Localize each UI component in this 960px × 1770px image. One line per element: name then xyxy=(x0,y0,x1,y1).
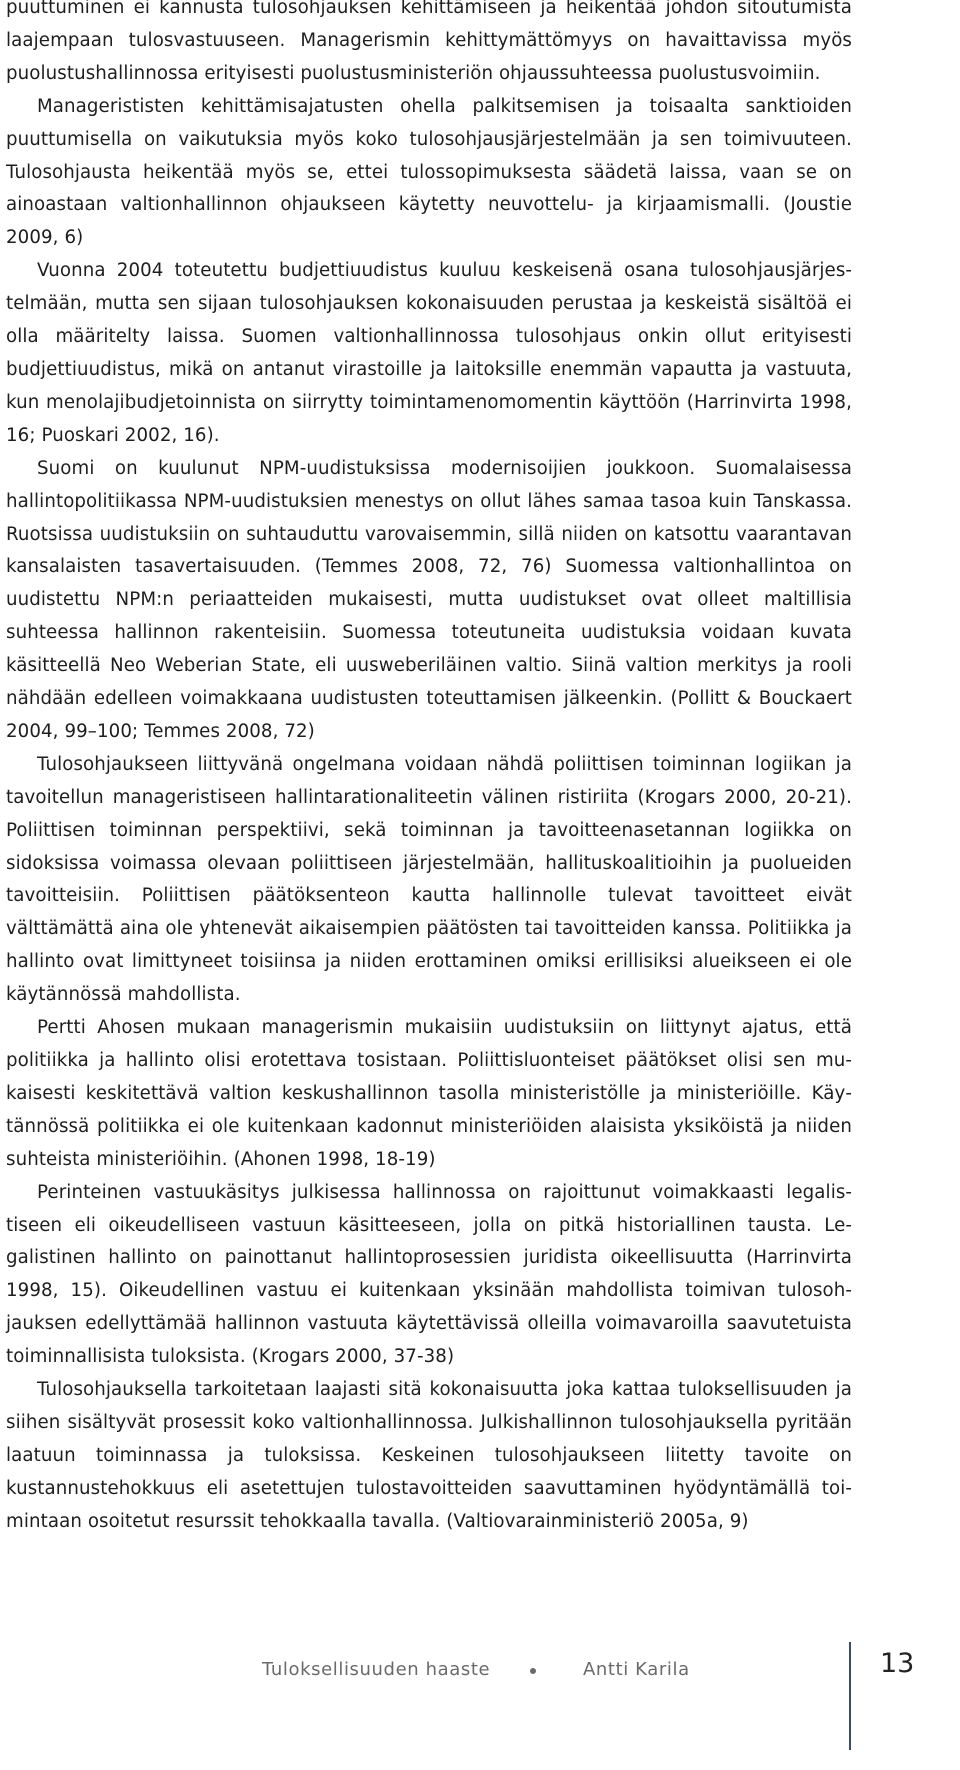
paragraph: puuttuminen ei kannusta tulosohjauksen kehittämiseen ja heikentää johdon sitoutumista laajempaan tulosvastuuseen. Managerismin kehittymättömyys on havaittavissa myös puolustushallinnossa erityisesti puolustusministeriön ohjaussuhteessa puolustusvoimiin. xyxy=(6,0,852,84)
footer-vertical-rule xyxy=(849,1642,851,1750)
page-footer xyxy=(0,1640,960,1750)
footer-title: Tuloksellisuuden haaste xyxy=(262,1659,491,1680)
page-number: 13 xyxy=(880,1648,915,1679)
paragraph: Tulosohjaukseen liittyvänä ongelmana voidaan nähdä poliittisen toiminnan logiikan ja tavoitellun manageristiseen hallintarationaliteetin välinen ristiriita (Krogars 2000, 20-21). Poliittisen toiminnan perspektiivi, sekä toiminnan ja tavoitteenasetannan logiikka on sidoksissa voimassa olevaan poliittiseen järjestelmään, hallituskoalitioihin ja puolueiden tavoitteisiin. Poliittisen päätöksenteon kautta hallinnolle tulevat tavoitteet eivät välttämättä aina ole yhtenevät aikaisempien päätösten tai tavoitteiden kanssa. Politiikka ja hallinto ovat limittyneet toisiinsa ja niiden erottaminen omiksi erillisiksi alueikseen ei ole käytännössä mahdollista. xyxy=(6,753,852,1006)
paragraph: Managerististen kehittämisajatusten ohella palkitsemisen ja toisaalta sanktioiden puuttumisella on vaikutuksia myös koko tulosohjausjärjestelmään ja sen toimivuuteen. Tulosohjausta heikentää myös se, ettei tulossopimuksesta säädetä laissa, vaan se on ainoastaan valtionhallinnon ohjaukseen käytetty neuvottelu- ja kirjaamismalli. (Joustie 2009, 6) xyxy=(6,95,852,249)
footer-author: Antti Karila xyxy=(583,1659,690,1680)
paragraph: Suomi on kuulunut NPM-uudistuksissa modernisoijien joukkoon. Suomalaisessa hallintopolitiikassa NPM-uudistuksien menestys on ollut lähes samaa tasoa kuin Tanskassa. Ruotsissa uudistuksiin on suhtauduttu varovaisemmin, sillä niiden on katsottu vaarantavan kansalaisten tasavertaisuuden. (Temmes 2008, 72, 76) Suomessa valtionhallintoa on uudistettu NPM:n periaatteiden mukaisesti, mutta uudistukset ovat olleet maltillisia suhteessa hallinnon rakenteisiin. Suomessa toteutuneita uudistuksia voidaan kuvata käsitteellä Neo Weberian State, eli uusweberiläinen valtio. Siinä valtion merkitys ja rooli nähdään edelleen voimakkaana uudistusten toteuttamisen jälkeenkin. (Pollitt & Bouckaert 2004, 99–100; Temmes 2008, 72) xyxy=(6,457,852,742)
footer-separator-dot xyxy=(530,1668,536,1674)
paragraph: Pertti Ahosen mukaan managerismin mukaisiin uudistuksiin on liittynyt ajatus, että politiikka ja hallinto olisi erotettava tosistaan. Poliittisluonteiset päätökset olisi sen mukaisesti keskitettävä valtion keskushallinnon tasolla ministeristölle ja ministeriöille. Käytännössä politiikka ei ole kuitenkaan kadonnut ministeriöiden alaisista yksiköistä ja niiden suhteista ministeriöihin. (Ahonen 1998, 18-19) xyxy=(6,1017,852,1170)
paragraph: Vuonna 2004 toteutettu budjettiuudistus kuuluu keskeisenä osana tulosohjausjärjestelmään, mutta sen sijaan tulosohjauksen kokonaisuuden perustaa ja keskeistä sisältöä ei olla määritelty laissa. Suomen valtionhallinnossa tulosohjaus onkin ollut erityisesti budjettiuudistus, mikä on antanut virastoille ja laitoksille enemmän vapautta ja vastuuta, kun menolajibudjetoinnista on siirrytty toimintamenomomentin käyttöön (Harrinvirta 1998, 16; Puoskari 2002, 16). xyxy=(6,260,852,446)
paragraph: Perinteinen vastuukäsitys julkisessa hallinnossa on rajoittunut voimakkaasti legalistiseen eli oikeudelliseen vastuun käsitteeseen, jolla on pitkä historiallinen tausta. Legalistinen hallinto on painottanut hallintoprosessien juridista oikeellisuutta (Harrinvirta 1998, 15). Oikeudellinen vastuu ei kuitenkaan yksinään mahdollista toimivan tulosohjauksen edellyttämää hallinnon vastuuta käytettävissä olleilla voimavaroilla saavutetuista toiminnallisista tuloksista. (Krogars 2000, 37-38) xyxy=(6,1181,852,1368)
paragraph: Tulosohjauksella tarkoitetaan laajasti sitä kokonaisuutta joka kattaa tuloksellisuuden ja siihen sisältyvät prosessit koko valtionhallinnossa. Julkishallinnon tulosohjauksella pyritään laatuun toiminnassa ja tuloksissa. Keskeinen tulosohjaukseen liitetty tavoite on kustannustehokkuus eli asetettujen tulostavoitteiden saavuttaminen hyödyntämällä toimintaan osoitetut resurssit tehokkaalla tavalla. (Valtiovarainministeriö 2005a, 9) xyxy=(6,1379,852,1532)
body-text xyxy=(6,0,852,1539)
